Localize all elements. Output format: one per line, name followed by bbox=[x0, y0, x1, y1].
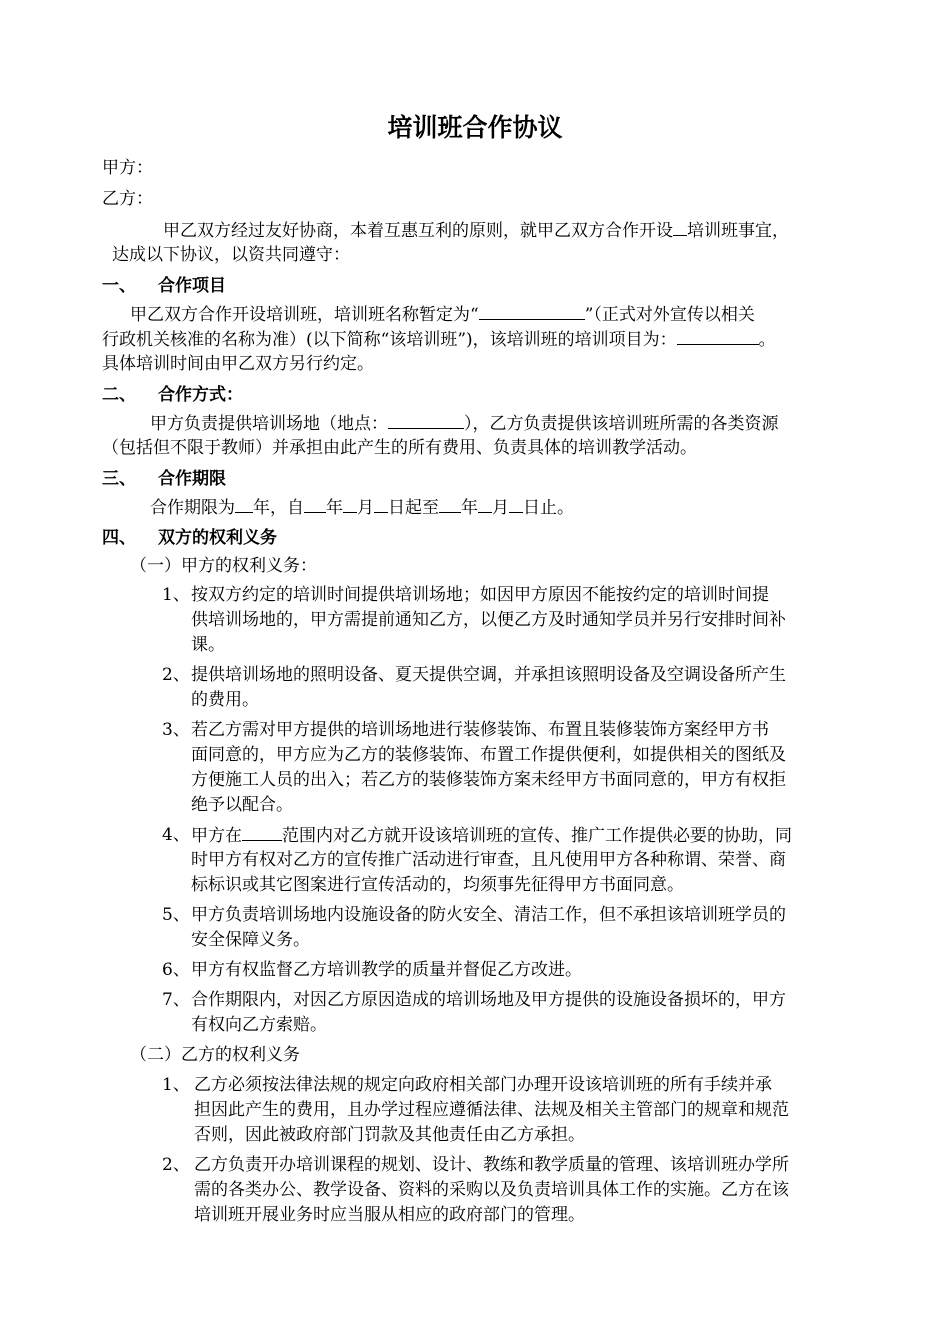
section-3-number: 三、 bbox=[102, 469, 136, 489]
list-item-line: 课。 bbox=[191, 635, 225, 655]
list-item-line: 否则，因此被政府部门罚款及其他责任由乙方承担。 bbox=[194, 1125, 585, 1145]
section-4-number: 四、 bbox=[102, 528, 136, 548]
section-1-line-1 bbox=[130, 301, 755, 328]
list-item-line: 培训班开展业务时应当服从相应的政府部门的管理。 bbox=[194, 1205, 585, 1225]
section-3-title: 合作期限 bbox=[158, 469, 226, 489]
body-text: 年 bbox=[326, 498, 343, 518]
start-day-blank bbox=[374, 494, 388, 513]
body-text: 年，自 bbox=[253, 498, 304, 518]
preamble-line-2: 达成以下协议，以资共同遵守： bbox=[112, 245, 350, 265]
list-item-line: 需的各类办公、教学设备、资料的采购以及负责培训具体工作的实施。乙方在该 bbox=[194, 1180, 789, 1200]
section-1-title: 合作项目 bbox=[158, 276, 226, 296]
list-item-line: 担因此产生的费用，且办学过程应遵循法律、法规及相关主管部门的规章和规范 bbox=[194, 1100, 789, 1120]
list-item-number: 1、 bbox=[162, 1075, 190, 1095]
start-month-blank bbox=[343, 494, 357, 513]
list-item-line: 供培训场地的，甲方需提前通知乙方，以便乙方及时通知学员并另行安排时间补 bbox=[191, 610, 786, 630]
course-name-blank bbox=[673, 217, 687, 236]
training-name-blank bbox=[479, 301, 585, 320]
list-item-line bbox=[191, 822, 792, 849]
list-item-line: 安全保障义务。 bbox=[191, 930, 310, 950]
list-item-number: 7、 bbox=[162, 990, 190, 1010]
end-month-blank bbox=[478, 494, 492, 513]
list-item-number: 6、 bbox=[162, 960, 190, 980]
body-text: 甲乙双方合作开设培训班，培训班名称暂定为“ bbox=[130, 305, 479, 325]
list-item-line: 的费用。 bbox=[191, 690, 259, 710]
party-b-obligations-heading: （二）乙方的权利义务 bbox=[130, 1045, 300, 1065]
section-1-line-2 bbox=[102, 326, 776, 353]
section-2-title: 合作方式： bbox=[158, 385, 243, 405]
section-2-number: 二、 bbox=[102, 385, 136, 405]
end-year-blank bbox=[439, 494, 461, 513]
list-item-line: 有权向乙方索赔。 bbox=[191, 1015, 327, 1035]
list-item-line: 时甲方有权对乙方的宣传推广活动进行审查，且凡使用甲方各种称谓、荣誉、商 bbox=[191, 850, 786, 870]
section-1-line-3: 具体培训时间由甲乙双方另行约定。 bbox=[102, 354, 374, 374]
preamble-text: 培训班事宜， bbox=[687, 221, 789, 241]
promotion-scope-blank bbox=[242, 822, 282, 841]
party-a-label: 甲方： bbox=[102, 158, 153, 178]
list-item-number: 4、 bbox=[162, 825, 190, 845]
body-text: 。 bbox=[758, 330, 776, 350]
body-text: 甲方在 bbox=[191, 826, 242, 846]
list-item-number: 2、 bbox=[162, 665, 190, 685]
training-project-blank bbox=[677, 326, 759, 345]
section-2-line-1 bbox=[150, 410, 779, 437]
end-day-blank bbox=[509, 494, 523, 513]
list-item-number: 2、 bbox=[162, 1155, 190, 1175]
list-item-line: 甲方负责培训场地内设施设备的防火安全、清洁工作，但不承担该培训班学员的 bbox=[191, 905, 786, 925]
section-1-number: 一、 bbox=[102, 276, 136, 296]
party-b-label: 乙方： bbox=[102, 189, 153, 209]
list-item-line: 按双方约定的培训时间提供培训场地；如因甲方原因不能按约定的培训时间提 bbox=[191, 585, 769, 605]
body-text: ”（正式对外宣传以相关 bbox=[584, 305, 755, 325]
body-text: 月 bbox=[492, 498, 509, 518]
list-item-line: 方便施工人员的出入；若乙方的装修装饰方案未经甲方书面同意的，甲方有权拒 bbox=[191, 770, 786, 790]
list-item-number: 5、 bbox=[162, 905, 190, 925]
body-text: ），乙方负责提供该培训班所需的各类资源 bbox=[464, 414, 779, 434]
body-text: 日止。 bbox=[523, 498, 574, 518]
term-years-blank bbox=[235, 494, 253, 513]
list-item-line: 合作期限内，对因乙方原因造成的培训场地及甲方提供的设施设备损坏的，甲方 bbox=[191, 990, 786, 1010]
document-title: 培训班合作协议 bbox=[387, 113, 563, 142]
body-text: 日起至 bbox=[388, 498, 439, 518]
list-item-line: 乙方负责开办培训课程的规划、设计、教练和教学质量的管理、该培训班办学所 bbox=[194, 1155, 789, 1175]
list-item-line: 甲方有权监督乙方培训教学的质量并督促乙方改进。 bbox=[191, 960, 582, 980]
body-text: 合作期限为 bbox=[150, 498, 235, 518]
list-item-line: 提供培训场地的照明设备、夏天提供空调，并承担该照明设备及空调设备所产生 bbox=[191, 665, 786, 685]
list-item-line: 乙方必须按法律法规的规定向政府相关部门办理开设该培训班的所有手续并承 bbox=[194, 1075, 772, 1095]
list-item-number: 1、 bbox=[162, 585, 190, 605]
venue-address-blank bbox=[388, 410, 464, 429]
body-text: 年 bbox=[461, 498, 478, 518]
party-a-obligations-heading: （一）甲方的权利义务： bbox=[130, 556, 317, 576]
body-text: 范围内对乙方就开设该培训班的宣传、推广工作提供必要的协助，同 bbox=[282, 826, 792, 846]
body-text: 行政机关核准的名称为准）(以下简称“该培训班”)，该培训班的培训项目为： bbox=[102, 330, 677, 350]
list-item-line: 若乙方需对甲方提供的培训场地进行装修装饰、布置且装修装饰方案经甲方书 bbox=[191, 720, 769, 740]
preamble-line-1 bbox=[163, 217, 789, 244]
section-2-line-2: （包括但不限于教师）并承担由此产生的所有费用、负责具体的培训教学活动。 bbox=[102, 438, 697, 458]
list-item-line: 绝予以配合。 bbox=[191, 795, 293, 815]
term-line bbox=[150, 494, 574, 521]
body-text: 甲方负责提供培训场地（地点： bbox=[150, 414, 388, 434]
section-4-title: 双方的权利义务 bbox=[158, 528, 277, 548]
list-item-line: 面同意的，甲方应为乙方的装修装饰、布置工作提供便利，如提供相关的图纸及 bbox=[191, 745, 786, 765]
list-item-line: 标标识或其它图案进行宣传活动的，均须事先征得甲方书面同意。 bbox=[191, 875, 684, 895]
preamble-text: 甲乙双方经过友好协商，本着互惠互利的原则，就甲乙双方合作开设 bbox=[163, 221, 673, 241]
start-year-blank bbox=[304, 494, 326, 513]
body-text: 月 bbox=[357, 498, 374, 518]
list-item-number: 3、 bbox=[162, 720, 190, 740]
